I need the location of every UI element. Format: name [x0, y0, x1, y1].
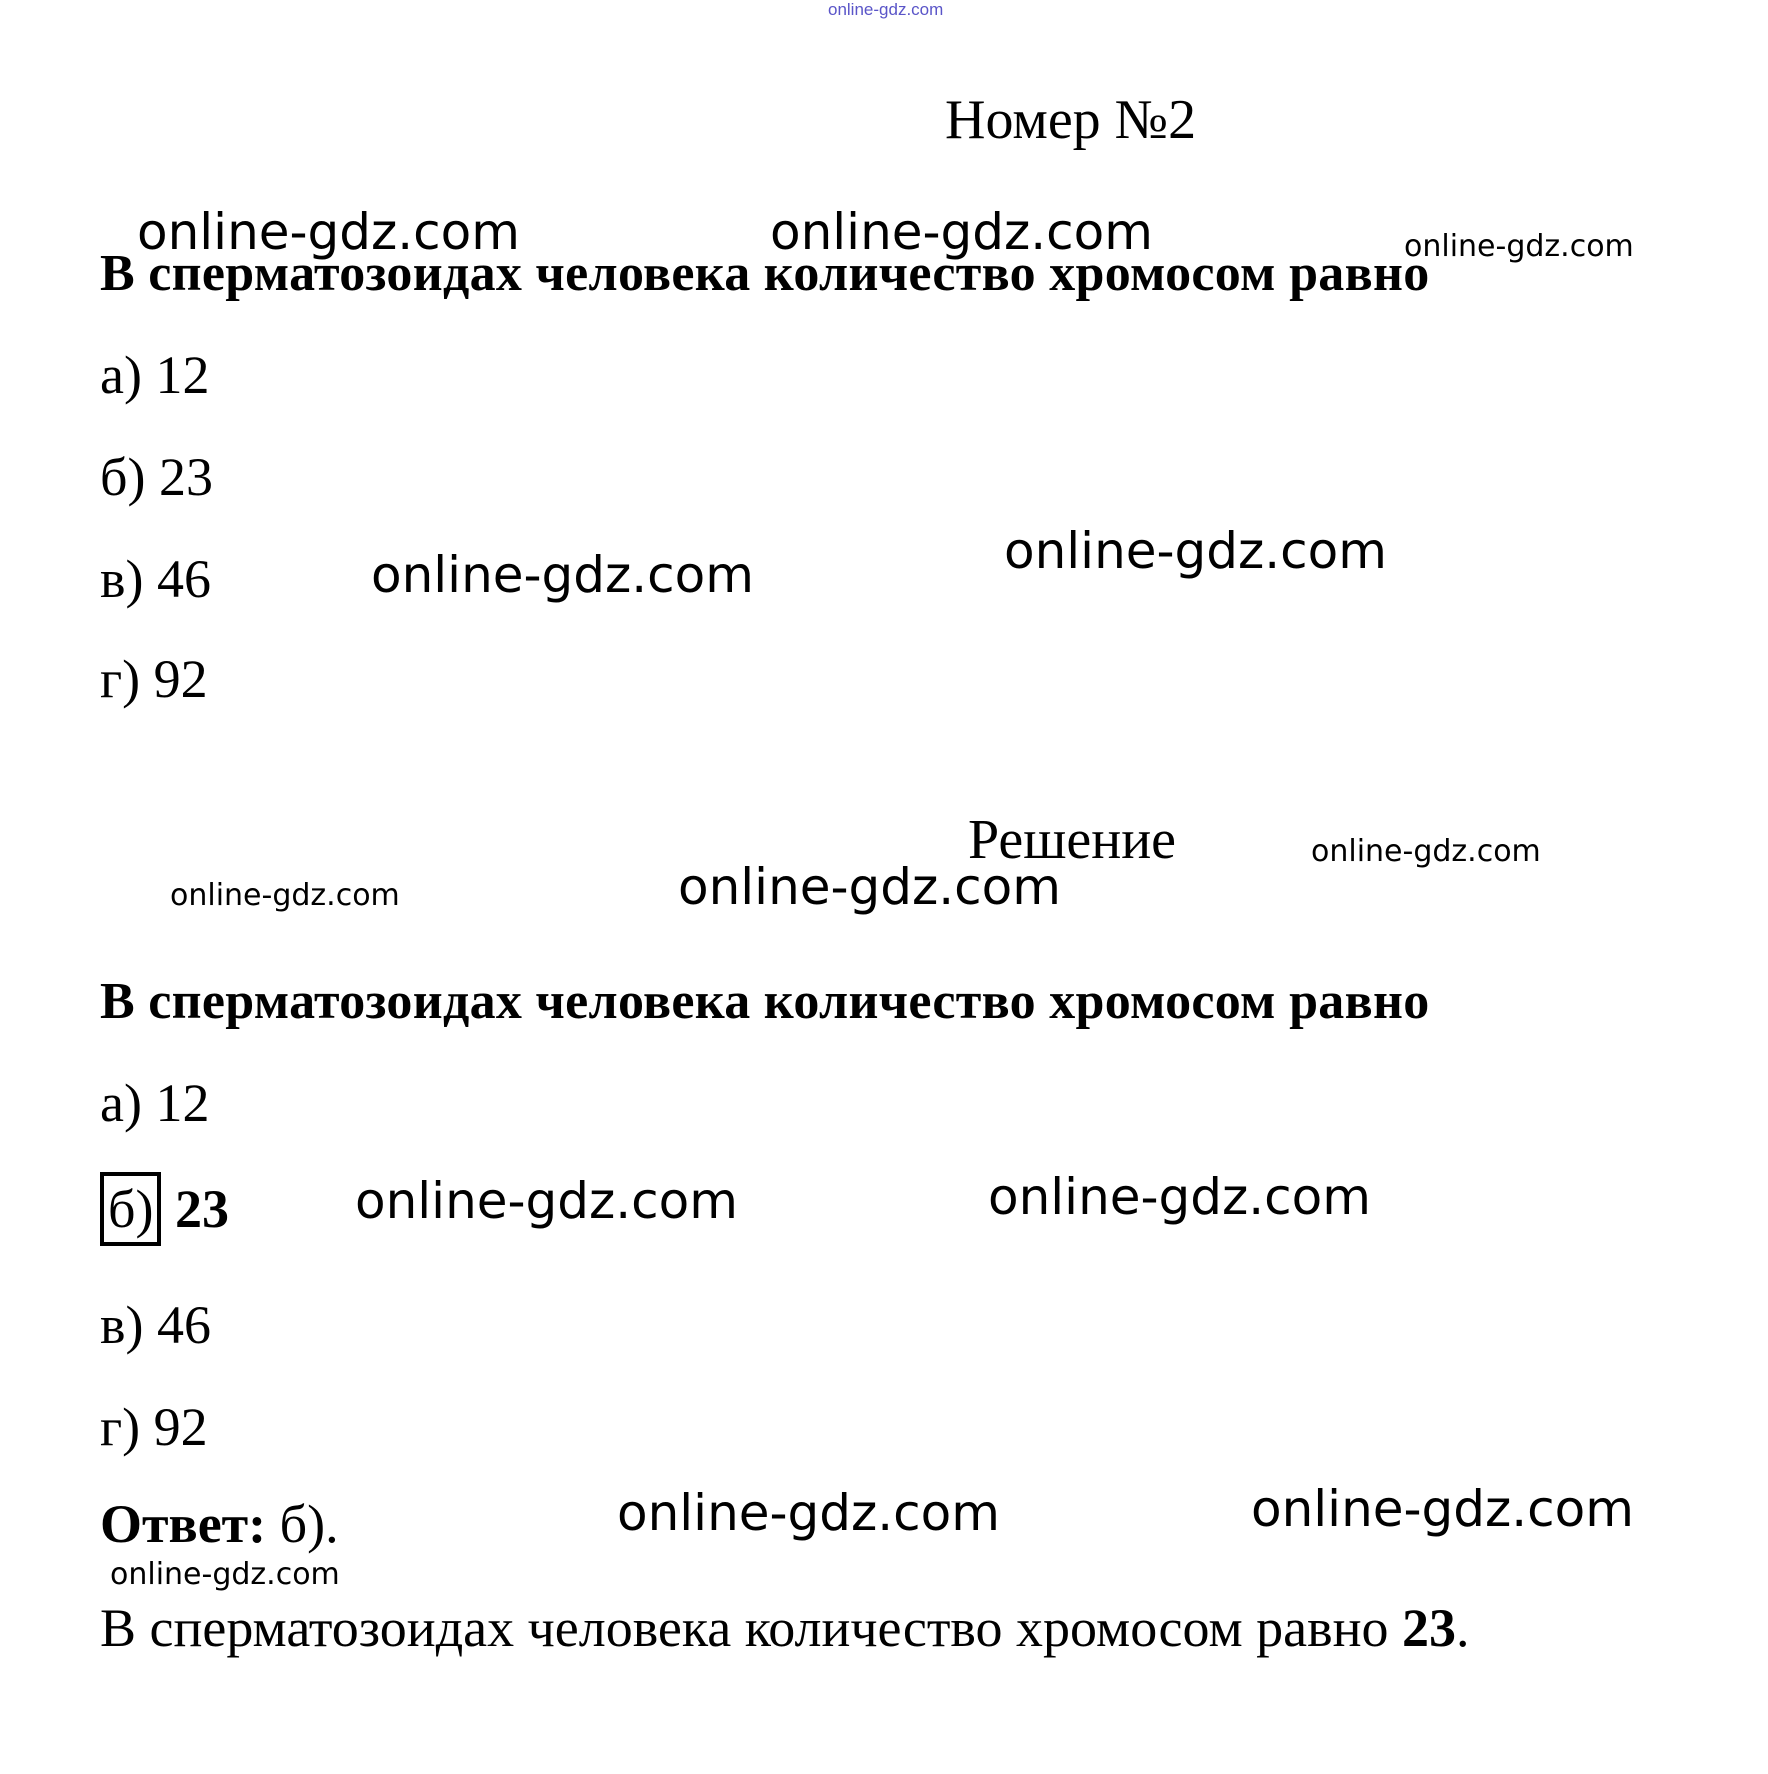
task-question: В сперматозоидах человека количество хромосом равно: [100, 245, 1430, 302]
option-letter: в): [100, 1295, 144, 1355]
watermark: online-gdz.com: [1251, 1480, 1634, 1538]
option-letter: г): [100, 649, 141, 709]
solution-title: Решение: [968, 809, 1177, 871]
option-value: 46: [156, 1295, 211, 1355]
option-letter: а): [100, 345, 142, 405]
option-value: 92: [153, 649, 208, 709]
watermark: online-gdz.com: [988, 1168, 1371, 1226]
task-option-v: [100, 548, 211, 610]
watermark: online-gdz.com: [770, 203, 1153, 261]
watermark: online-gdz.com: [617, 1484, 1000, 1542]
conclusion-text: [100, 1597, 1470, 1659]
solution-question: В сперматозоидах человека количество хромосом равно: [100, 973, 1430, 1030]
solution-option-a: [100, 1072, 209, 1134]
selected-answer-box: б): [100, 1172, 161, 1246]
conclusion-sentence: В сперматозоидах человека количество хромосом равно: [100, 1598, 1389, 1658]
watermark: online-gdz.com: [1311, 834, 1541, 869]
option-letter: а): [100, 1073, 142, 1133]
watermark: online-gdz.com: [678, 858, 1061, 916]
conclusion-value: 23: [1402, 1598, 1457, 1658]
option-letter: б): [100, 447, 146, 507]
option-value: 12: [155, 1073, 210, 1133]
option-value: 23: [158, 447, 213, 507]
option-letter: г): [100, 1397, 141, 1457]
watermark: online-gdz.com: [110, 1557, 340, 1592]
watermark: online-gdz.com: [1404, 229, 1634, 264]
option-value: 92: [153, 1397, 208, 1457]
solution-option-g: [100, 1396, 208, 1458]
page-title: Номер №2: [945, 89, 1197, 151]
top-watermark: online-gdz.com: [828, 0, 944, 19]
task-option-b: [100, 446, 213, 508]
conclusion-end: .: [1456, 1598, 1470, 1658]
answer-value: б).: [279, 1494, 339, 1554]
solution-option-v: [100, 1294, 211, 1356]
option-value: 23: [174, 1179, 229, 1239]
watermark: online-gdz.com: [170, 878, 400, 913]
task-option-g: [100, 648, 208, 710]
watermark: online-gdz.com: [355, 1172, 738, 1230]
task-option-a: [100, 344, 209, 406]
option-value: 46: [156, 549, 211, 609]
watermark: online-gdz.com: [1004, 522, 1387, 580]
answer-line: [100, 1493, 339, 1555]
solution-option-b-selected: [100, 1172, 229, 1246]
watermark: online-gdz.com: [137, 203, 520, 261]
option-value: 12: [155, 345, 210, 405]
answer-label: Ответ:: [100, 1494, 267, 1554]
watermark: online-gdz.com: [371, 546, 754, 604]
option-letter: в): [100, 549, 144, 609]
